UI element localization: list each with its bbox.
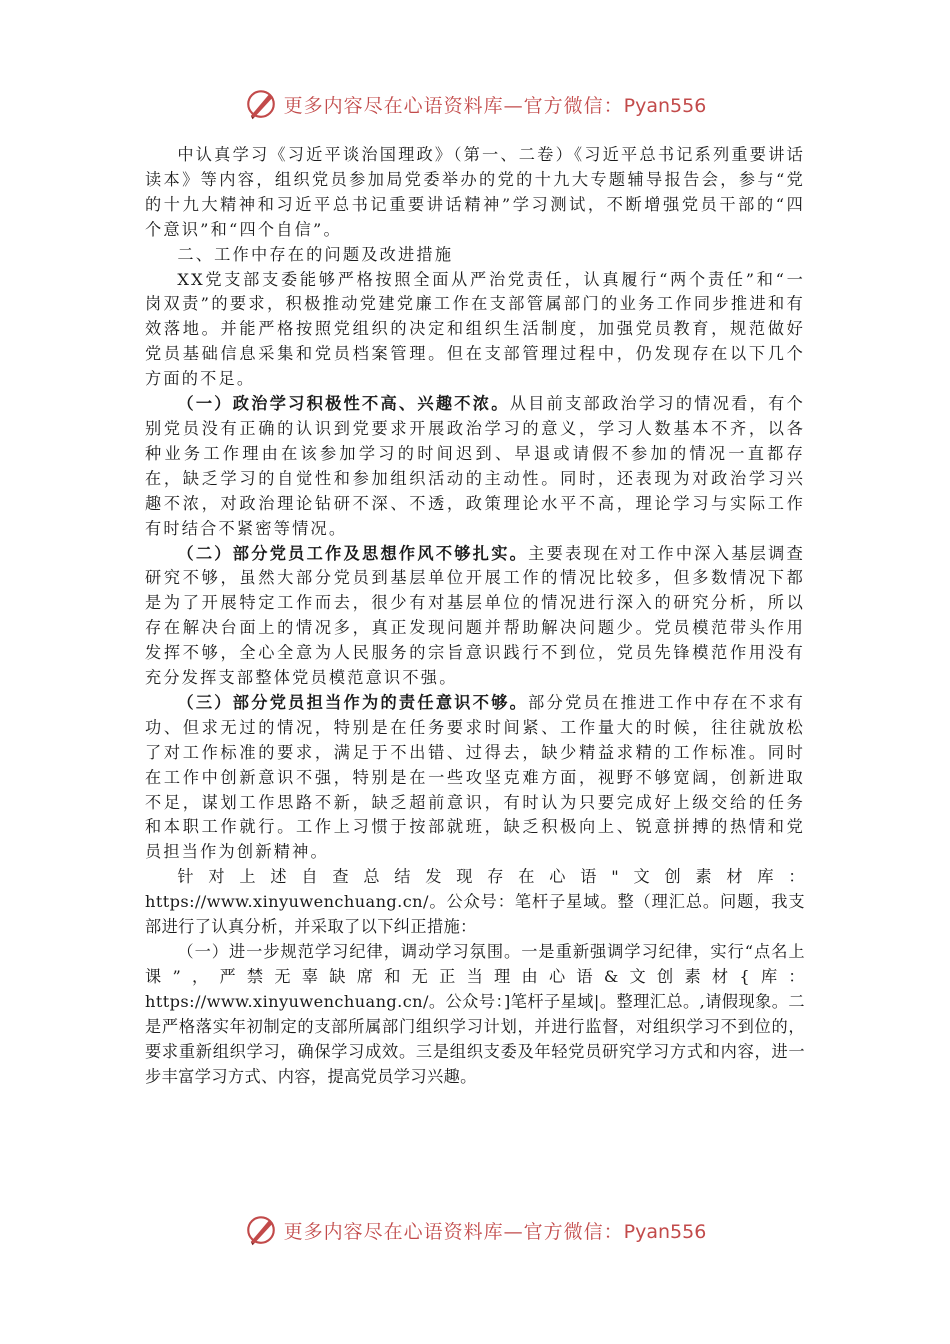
header-banner bbox=[0, 84, 950, 124]
banner-text: 更多内容尽在心语资料库—官方微信：Pyan556 bbox=[283, 1220, 707, 1243]
paragraph-3: XX党支部支委能够严格按照全面从严治党责任，认真履行“两个责任”和“一岗双责”的要求，积极推动党建党廉工作在支部管属部门的业务工作同步推进和有效落地。并能严格按照党组织的决定和组织生活制度，加强党员教育，规范做好党员基础信息采集和党员档案管理。但在支部管理过程中，仍发现存在以下几个方面的不足。 bbox=[145, 269, 805, 389]
wechat-id: Pyan556 bbox=[623, 1220, 707, 1243]
issue-1: （一）政治学习积极性不高、兴趣不浓。从目前支部政治学习的情况看，有个别党员没有正确的认识到党要求开展政治学习的意义，学习人数基本不齐，以各种业务工作理由在该参加学习的时间迟到、早退或请假不参加的情况一直都存在，缺乏学习的自觉性和参加组织活动的主动性。同时，还表现为对政治学习兴趣不浓，对政治理论钻研不深、不透，政策理论水平不高，理论学习与实际工作有时结合不紧密等情况。 bbox=[145, 394, 805, 538]
paragraph-1: 中认真学习《习近平谈治国理政》（第一、二卷）《习近平总书记系列重要讲话读本》等内容，组织党员参加局党委举办的党的十九大专题辅导报告会，参与“党的十九大精神和习近平总书记重要讲话精神”学习测试，不断增强党员干部的“四个意识”和“四个自信”。 bbox=[145, 145, 805, 239]
section-heading: 二、工作中存在的问题及改进措施 bbox=[177, 244, 454, 264]
issue-2-heading: （二）部分党员工作及思想作风不够扎实。 bbox=[177, 543, 529, 563]
pen-logo-icon bbox=[244, 1213, 278, 1247]
document-body bbox=[145, 143, 805, 1089]
measure-1: （一）进一步规范学习纪律，调动学习氛围。一是重新强调学习纪律，实行“点名上课”，严禁无辜缺席和无正当理由心语&文创素材{库：https://www.xinyuwenchuang.cn/。公众号：]笔杆子星域|。整理汇总。,请假现象。二是严格落实年初制定的支部所属部门组织学习计划，并进行监督，对组织学习不到位的，要求重新组织学习，确保学习成效。三是组织支委及年轻党员研究学习方式和内容，进一步丰富学习方式、内容，提高党员学习兴趣。 bbox=[145, 942, 805, 1086]
paragraph-7: 针对上述自查总结发现存在心语"文创素材库：https://www.xinyuwenchuang.cn/。公众号：笔杆子星域。整（理汇总。问题，我支部进行了认真分析，并采取了以下纠正措施： bbox=[145, 867, 805, 937]
pen-logo-icon bbox=[244, 87, 278, 121]
banner-text: 更多内容尽在心语资料库—官方微信：Pyan556 bbox=[283, 94, 707, 117]
issue-3: （三）部分党员担当作为的责任意识不够。部分党员在推进工作中存在不求有功、但求无过的情况，特别是在任务要求时间紧、工作量大的时候，往往就放松了对工作标准的要求，满足于不出错、过得去，缺少精益求精的工作标准。同时在工作中创新意识不强，特别是在一些攻坚克难方面，视野不够宽阔，创新进取不足，谋划工作思路不新，缺乏超前意识，有时认为只要完成好上级交给的任务和本职工作就行。工作上习惯于按部就班，缺乏积极向上、锐意拼搏的热情和党员担当作为创新精神。 bbox=[145, 692, 805, 862]
wechat-id: Pyan556 bbox=[623, 94, 707, 117]
issue-3-heading: （三）部分党员担当作为的责任意识不够。 bbox=[177, 692, 529, 712]
footer-banner bbox=[0, 1210, 950, 1250]
issue-2: （二）部分党员工作及思想作风不够扎实。主要表现在对工作中深入基层调查研究不够，虽然大部分党员到基层单位开展工作的情况比较多，但多数情况下都是为了开展特定工作而去，很少有对基层单位的情况进行深入的研究分析，所以存在解决台面上的情况多，真正发现问题并帮助解决问题少。党员模范带头作用发挥不够，全心全意为人民服务的宗旨意识践行不到位，党员先锋模范作用没有充分发挥支部整体党员模范意识不强。 bbox=[145, 543, 805, 688]
issue-1-heading: （一）政治学习积极性不高、兴趣不浓。 bbox=[177, 394, 510, 414]
